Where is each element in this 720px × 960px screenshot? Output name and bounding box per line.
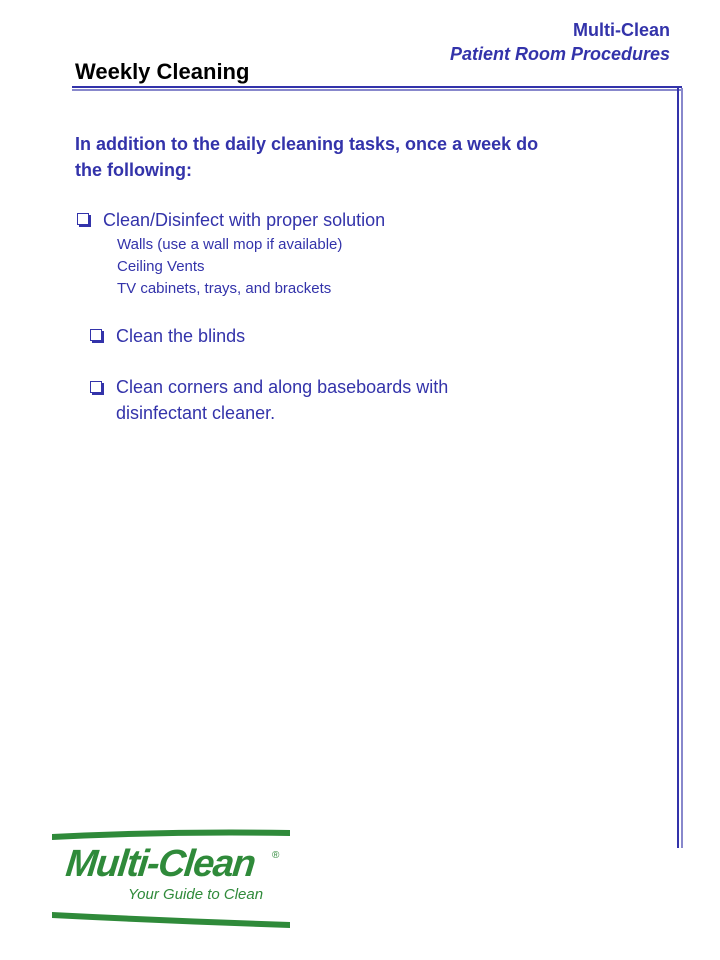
page-title: Weekly Cleaning xyxy=(75,59,250,84)
brand-name: Multi-Clean xyxy=(573,20,670,40)
checkbox-icon xyxy=(77,213,89,225)
registered-mark: ® xyxy=(272,850,280,861)
checkbox-icon xyxy=(90,329,102,341)
task-label: Clean corners and along baseboards with disinfectant cleaner. xyxy=(116,377,449,423)
logo-wordmark: Multi-Clean xyxy=(63,843,257,885)
task-item-corners xyxy=(90,374,536,426)
header-brand xyxy=(450,18,670,66)
task-item-blinds xyxy=(90,323,245,349)
subitem-ceiling-vents: Ceiling Vents xyxy=(117,258,205,275)
brand-subtitle: Patient Room Procedures xyxy=(449,44,670,64)
subitem-walls: Walls (use a wall mop if available) xyxy=(117,236,343,253)
task-subitems xyxy=(117,234,342,300)
task-label: Clean the blinds xyxy=(116,326,246,346)
right-rule xyxy=(677,86,679,848)
top-rule xyxy=(72,86,682,88)
top-rule-shadow xyxy=(72,89,682,91)
checkbox-icon xyxy=(90,381,102,393)
task-label: Clean/Disinfect with proper solution xyxy=(103,210,386,230)
logo-tagline: Your Guide to Clean xyxy=(128,886,264,903)
intro-text: In addition to the daily cleaning tasks, once a week do the following: xyxy=(75,134,539,180)
subitem-tv-cabinets: TV cabinets, trays, and brackets xyxy=(117,280,332,297)
right-rule-shadow xyxy=(681,88,683,848)
task-item-disinfect xyxy=(77,207,385,233)
